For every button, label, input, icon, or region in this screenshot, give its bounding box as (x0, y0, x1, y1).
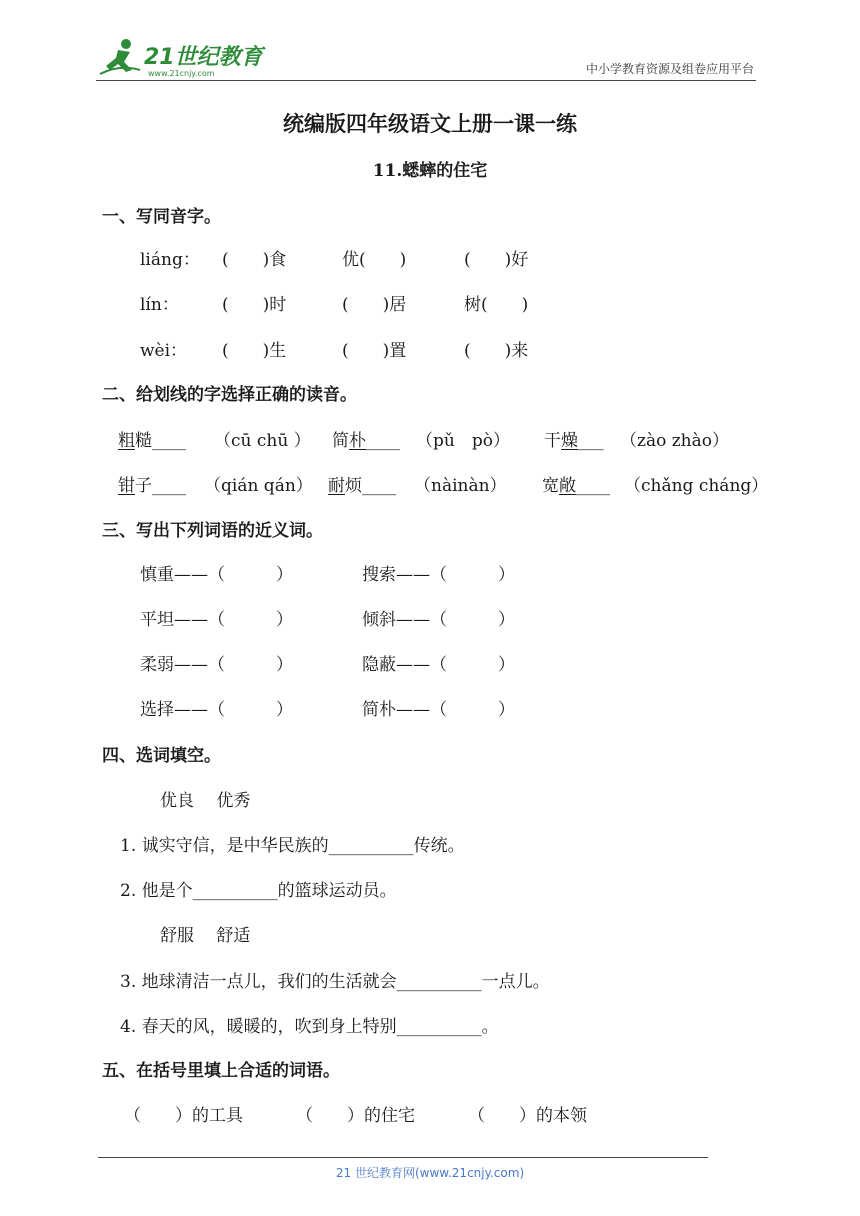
blank-item: ( )居 (342, 295, 407, 315)
synonym-item: 简朴——（ ） (362, 700, 515, 720)
section-2-heading: 二、给划线的字选择正确的读音。 (102, 385, 357, 405)
pinyin-options: （pǔ pò） (416, 431, 510, 451)
pinyin-options: （cū chū ） (214, 431, 311, 451)
pinyin-label: wèi： (140, 341, 188, 361)
synonym-item: 柔弱——（ ） (140, 655, 293, 675)
page-title: 统编版四年级语文上册一课一练 (283, 111, 577, 136)
header-divider (96, 80, 756, 81)
pinyin-label: liáng： (140, 250, 200, 270)
underlined-char: 耐 (328, 476, 345, 496)
section-3-heading: 三、写出下列词语的近义词。 (102, 521, 323, 541)
phrase-item: （ ）的工具 (124, 1106, 243, 1126)
underlined-char: 朴 (349, 431, 366, 451)
section-1-heading: 一、写同音字。 (102, 207, 221, 227)
runner-logo-icon (96, 36, 266, 80)
word-rest: 糙____ (135, 431, 186, 451)
pinyin-options: （nàinàn） (414, 476, 507, 496)
blank-item: ( )置 (342, 341, 407, 361)
blank-item: 树( ) (464, 295, 529, 315)
lesson-subtitle: 11.蟋蟀的住宅 (372, 161, 488, 181)
section-4-heading: 四、选词填空。 (102, 746, 221, 766)
synonym-item: 隐蔽——（ ） (362, 655, 515, 675)
phrase-item: （ ）的住宅 (296, 1106, 415, 1126)
logo-url: www.21cnjy.com (148, 69, 215, 78)
word-rest: 烦____ (345, 476, 396, 496)
synonym-item: 选择——（ ） (140, 700, 293, 720)
word-choices: 舒服 舒适 (160, 926, 251, 946)
word-choices: 优良 优秀 (160, 791, 251, 811)
logo-text: 21世纪教育 (144, 45, 263, 70)
pinyin-label: lín： (140, 295, 179, 315)
blank-item: ( )来 (464, 341, 529, 361)
footer-link[interactable]: 21 世纪教育网(www.21cnjy.com) (335, 1166, 525, 1180)
pinyin-options: （chǎng cháng） (624, 476, 769, 496)
word-rest: ___ (578, 431, 604, 451)
reading-item (328, 471, 396, 496)
fill-sentence: 4. 春天的风，暖暖的，吹到身上特别__________。 (120, 1017, 499, 1037)
word-prefix: 干 (544, 431, 561, 451)
word-prefix: 宽 (542, 476, 559, 496)
pinyin-options: （zào zhào） (620, 431, 730, 451)
word-prefix: 简 (332, 431, 349, 451)
word-rest: ____ (366, 431, 400, 451)
synonym-item: 搜索——（ ） (362, 565, 515, 585)
blank-item: ( )生 (222, 341, 287, 361)
reading-item (542, 471, 610, 496)
synonym-item: 倾斜——（ ） (362, 610, 515, 630)
underlined-char: 燥 (561, 431, 578, 451)
section-5-heading: 五、在括号里填上合适的词语。 (102, 1061, 340, 1081)
underlined-char: 敞 (559, 476, 576, 496)
pinyin-options: （qián qán） (204, 476, 313, 496)
word-rest: 子____ (135, 476, 186, 496)
fill-sentence: 2. 他是个__________的篮球运动员。 (120, 881, 397, 901)
fill-sentence: 1. 诚实守信，是中华民族的__________传统。 (120, 836, 465, 856)
underlined-char: 钳 (118, 476, 135, 496)
site-logo (96, 36, 266, 80)
blank-item: ( )好 (464, 250, 529, 270)
synonym-item: 慎重——（ ） (140, 565, 293, 585)
fill-sentence: 3. 地球清洁一点儿，我们的生活就会__________一点儿。 (120, 972, 550, 992)
blank-item: ( )食 (222, 250, 287, 270)
synonym-item: 平坦——（ ） (140, 610, 293, 630)
phrase-item: （ ）的本领 (468, 1106, 587, 1126)
underlined-char: 粗 (118, 431, 135, 451)
footer-divider (98, 1157, 708, 1158)
reading-item (118, 471, 186, 496)
reading-item (118, 426, 186, 451)
word-rest: ____ (576, 476, 610, 496)
blank-item: 优( ) (342, 250, 407, 270)
platform-tagline: 中小学教育资源及组卷应用平台 (585, 62, 754, 76)
reading-item (544, 426, 604, 451)
reading-item (332, 426, 400, 451)
blank-item: ( )时 (222, 295, 287, 315)
